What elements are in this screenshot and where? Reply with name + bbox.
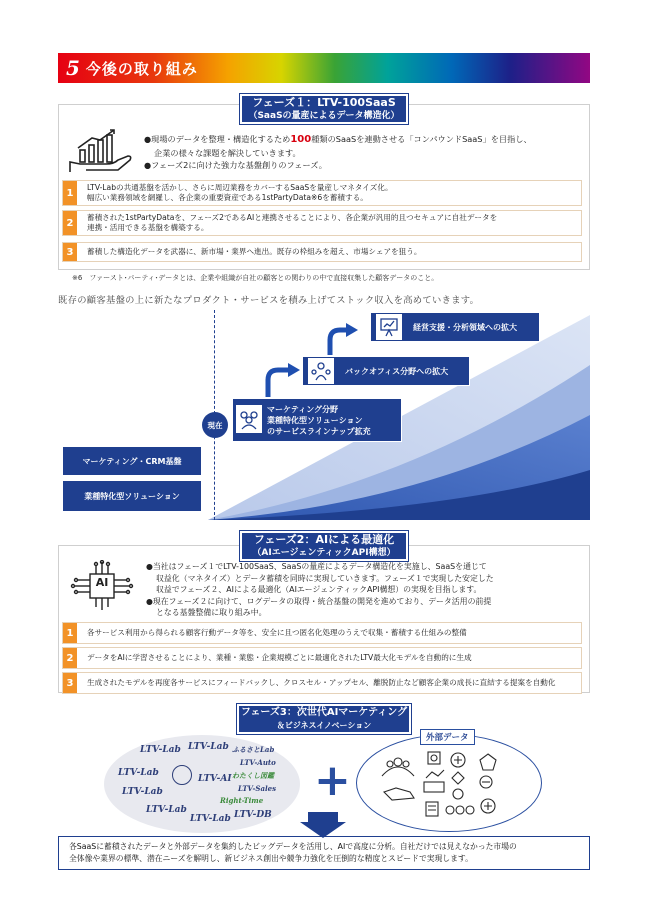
phase1-item-1: 1 LTV-Labの共通基盤を活かし、さらに周辺業務をカバーするSaaSを量産しマネタイズ化。 幅広い業務領域を網羅し、各企業の重要資産である1stPartyData※6を蓄積する。 xyxy=(62,180,582,206)
brand-logo: ふるさとLab xyxy=(232,745,275,754)
phase3-title: フェーズ3：次世代AIマーケティング ＆ビジネスイノベーション xyxy=(237,704,411,734)
ai-chip-label: AI xyxy=(95,576,109,589)
phase2-item-1: 1 各サービス利用から得られる顧客行動データ等を、安全に且つ匿名化処理のうえで収集・蓄積する仕組みの整備 xyxy=(62,622,582,644)
growth-hand-icon xyxy=(66,128,136,174)
phase2-item-3: 3 生成されたモデルを再度各サービスにフィードバックし、クロスセル・アップセル、離脱防止など顧客企業の成長に直結する提案を自動化 xyxy=(62,672,582,694)
phase2-bullets: ●当社はフェーズ１でLTV-100SaaS、SaaSの量産によるデータ構造化を実施し、SaaSを通じて 収益化（マネタイズ）とデータ蓄積を同時に実現していきます。フェーズ１で実現した安定した 収益でフェーズ２、AIによる最適化（AIエージェンティックAPI構想）の実現を目指します。 ●現在フェーズ２に向けて、ログデータの取得・統合基盤の開発を進めており、データ活用の前提 となる基盤整備に取り組み中。 xyxy=(146,562,494,617)
step-backoffice-expansion: バックオフィス分野への拡大 xyxy=(302,356,470,386)
phase1-item-3: 3 蓄積した構造化データを武器に、新市場・業界へ進出。既存の枠組みを超え、市場シェアを狙う。 xyxy=(62,242,582,262)
section-title: 今後の取り組み xyxy=(85,59,198,78)
section-header xyxy=(58,53,590,83)
section-number: 5 xyxy=(66,56,80,80)
brand-logo: LTV-Lab xyxy=(190,814,231,824)
ai-hub-circle xyxy=(172,765,192,785)
step-marketing-expansion: マーケティング分野 業種特化型ソリューション のサービスラインナップ拡充 xyxy=(232,398,402,442)
brand-logo: LTV-Lab xyxy=(188,742,229,752)
down-arrow xyxy=(300,812,346,838)
now-marker: 現在 xyxy=(202,412,228,438)
phase2-item-2: 2 データをAIに学習させることにより、業種・業態・企業規模ごとに最適化されたLTV最大化モデルを自動的に生成 xyxy=(62,647,582,669)
brand-logo: LTV-DB xyxy=(234,810,272,820)
brand-logo: LTV-Lab xyxy=(146,805,187,815)
phase2-title: フェーズ2：AIによる最適化 （AIエージェンティックAPI構想） xyxy=(240,531,408,561)
brand-logo: LTV-Lab xyxy=(140,745,181,755)
external-data-label: 外部データ xyxy=(420,729,475,745)
brand-logo: Right-Time xyxy=(220,796,264,805)
lead-text: 既存の顧客基盤の上に新たなプロダクト・サービスを積み上げてストック収入を高めていきます。 xyxy=(58,295,480,306)
team-icon xyxy=(236,405,262,433)
footnote-6: ※6 ファースト･パーティ･データとは、企業や組織が自社の顧客との関わりの中で直接収集した顧客データのこと。 xyxy=(72,274,439,282)
backoffice-icon xyxy=(308,358,334,384)
step-management-analysis: 経営支援・分析領域への拡大 xyxy=(370,312,540,342)
brand-logo: LTV-Lab xyxy=(122,787,163,797)
phase1-item-2: 2 蓄積された1stPartyDataを、フェーズ2であるAIと連携させることにより、各企業が汎用的且つセキュアに自社データを 連携・活用できる基盤を構築する。 xyxy=(62,210,582,236)
brand-logo: LTV-Sales xyxy=(238,784,277,793)
base-marketing-crm: マーケティング・CRM基盤 xyxy=(62,446,202,476)
phase1-title: フェーズ１：LTV-100SaaS （SaaSの量産によるデータ構造化） xyxy=(240,94,408,124)
brand-logo: LTV-AI xyxy=(198,774,232,784)
base-industry-solution: 業種特化型ソリューション xyxy=(62,480,202,512)
management-icon xyxy=(376,314,402,340)
external-data-icons xyxy=(376,748,526,824)
phase3-summary: 各SaaSに蓄積されたデータと外部データを集約したビッグデータを活用し、AIで高度に分析。自社だけでは見えなかった市場の 全体像や業界の標準、潜在ニーズを解明し、新ビジネス創出や競争力強化を圧倒的な精度とスピードで実現します。 xyxy=(58,836,590,870)
brand-logo: LTV-Lab xyxy=(118,768,159,778)
plus-sign: + xyxy=(314,755,351,806)
brand-logo: わたくし図鑑 xyxy=(232,771,274,780)
phase1-bullets: ●現場のデータを整理・構造化するため100種類のSaaSを連動させる「コンパウンドSaaS」を目指し、 企業の様々な課題を解決していきます。 ●フェーズ2に向けた強力な基盤創りのフェーズ。 xyxy=(144,134,532,170)
brand-logo: LTV-Auto xyxy=(240,758,276,767)
